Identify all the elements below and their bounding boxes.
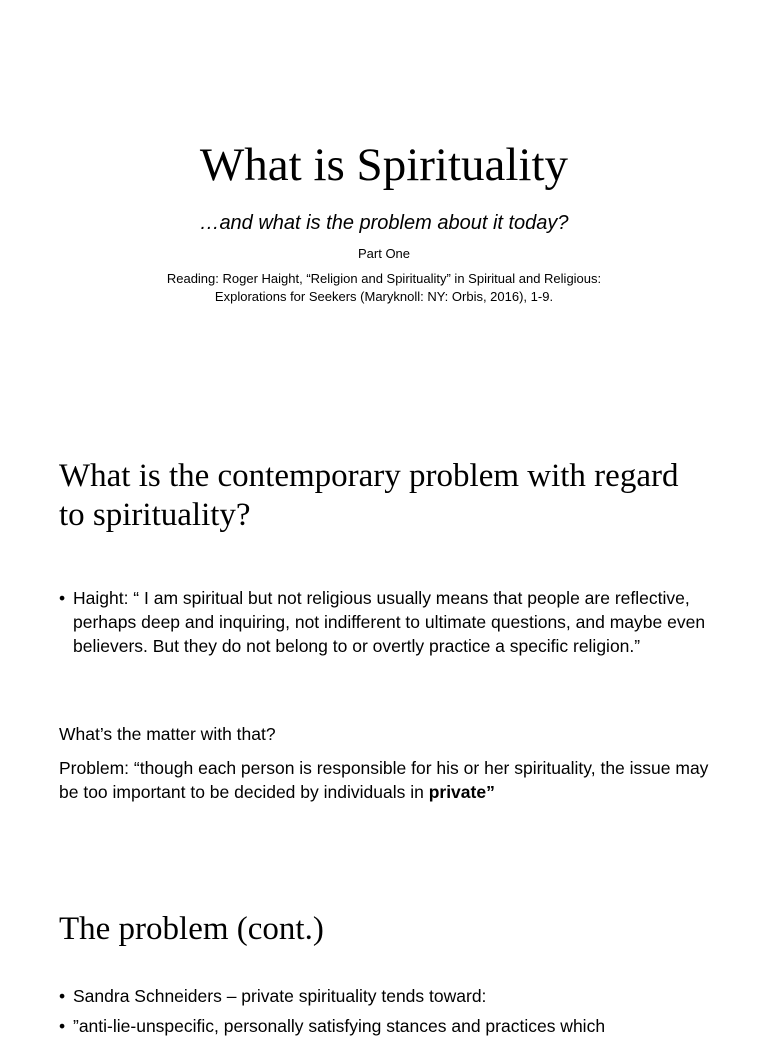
slide-subtitle: …and what is the problem about it today?	[199, 212, 569, 234]
question-text: What’s the matter with that?	[59, 724, 276, 744]
slide-heading: The problem (cont.)	[59, 911, 324, 947]
part-label: Part One	[357, 246, 411, 261]
problem-bold-text: private”	[428, 782, 495, 802]
bullet-item	[59, 586, 709, 658]
bullet-marker: •	[59, 986, 66, 1006]
slide-title	[0, 0, 768, 432]
bullet-text: Haight: “ I am spiritual but not religious usually means that people are reflective, perhaps deep and inquiring, not indifferent to ultimate questions, and maybe even believers. But they do not belong to or overtly practice a specific religion.”	[73, 588, 706, 656]
bullet-text-partial: ”anti-lie-unspecific, personally satisfying stances and practices which	[73, 1016, 606, 1036]
slide-heading: What is the contemporary problem with regard to spirituality?	[59, 458, 679, 533]
slide-title-heading: What is Spirituality	[199, 139, 569, 191]
bullet-item	[59, 1014, 709, 1038]
bullet-item	[59, 984, 709, 1008]
bullet-text: Sandra Schneiders – private spirituality tends toward:	[73, 986, 487, 1006]
slide-contemporary-problem	[0, 432, 768, 880]
problem-paragraph	[59, 756, 719, 804]
problem-text: Problem: “though each person is responsible for his or her spirituality, the issue may be too important to be decided by individuals in	[59, 758, 709, 802]
bullet-marker: •	[59, 588, 66, 608]
slide-problem-cont	[0, 880, 768, 1036]
reading-citation: Reading: Roger Haight, “Religion and Spirituality” in Spiritual and Religious: Explorations for Seekers (Maryknoll: NY: Orbis, 2016), 1-9.	[166, 271, 602, 304]
bullet-marker: •	[59, 1016, 66, 1036]
